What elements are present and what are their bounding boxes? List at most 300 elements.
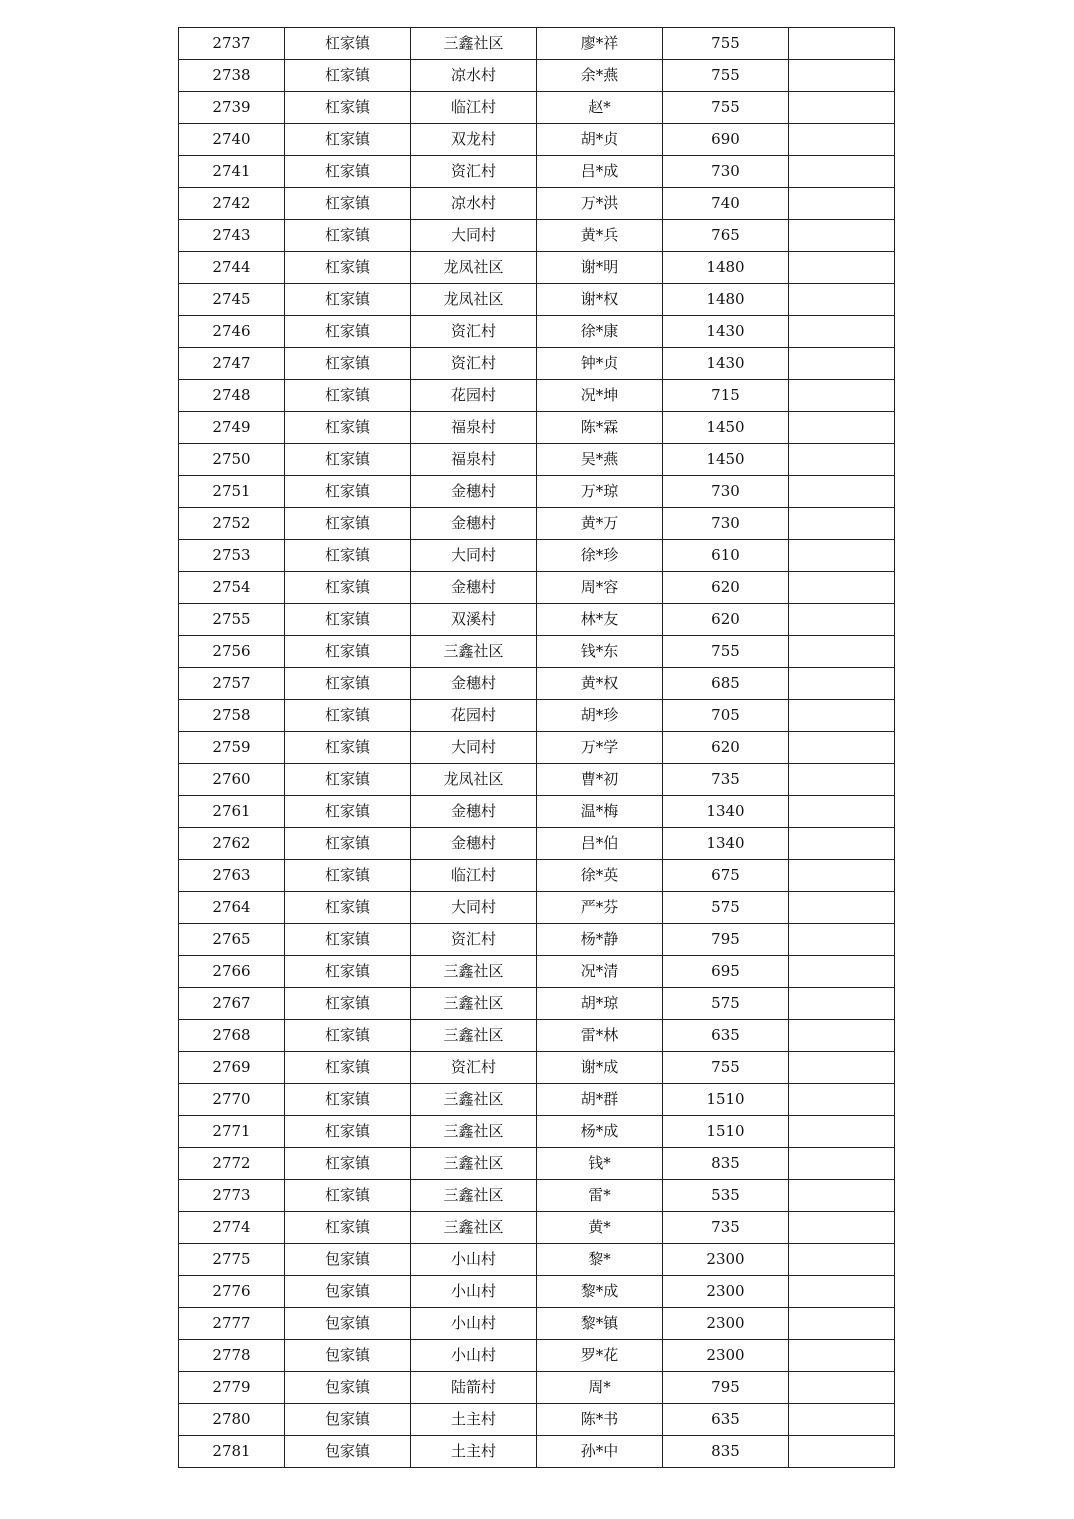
village-cell: 资汇村 bbox=[411, 156, 537, 188]
village-cell: 大同村 bbox=[411, 892, 537, 924]
remark-cell bbox=[789, 924, 895, 956]
remark-cell bbox=[789, 1436, 895, 1468]
table-row bbox=[179, 508, 895, 540]
name-cell: 黄* bbox=[537, 1212, 663, 1244]
table-row bbox=[179, 540, 895, 572]
amount-cell: 730 bbox=[663, 508, 789, 540]
village-cell: 小山村 bbox=[411, 1308, 537, 1340]
town-cell: 杠家镇 bbox=[285, 412, 411, 444]
town-cell: 杠家镇 bbox=[285, 1052, 411, 1084]
remark-cell bbox=[789, 284, 895, 316]
town-cell: 杠家镇 bbox=[285, 764, 411, 796]
name-cell: 罗*花 bbox=[537, 1340, 663, 1372]
name-cell: 胡*琼 bbox=[537, 988, 663, 1020]
name-cell: 谢*权 bbox=[537, 284, 663, 316]
village-cell: 双溪村 bbox=[411, 604, 537, 636]
town-cell: 杠家镇 bbox=[285, 476, 411, 508]
town-cell: 杠家镇 bbox=[285, 924, 411, 956]
village-cell: 龙凤社区 bbox=[411, 764, 537, 796]
village-cell: 资汇村 bbox=[411, 348, 537, 380]
name-cell: 谢*明 bbox=[537, 252, 663, 284]
row-number-cell: 2780 bbox=[179, 1404, 285, 1436]
village-cell: 凉水村 bbox=[411, 60, 537, 92]
town-cell: 杠家镇 bbox=[285, 956, 411, 988]
remark-cell bbox=[789, 1276, 895, 1308]
village-cell: 资汇村 bbox=[411, 1052, 537, 1084]
name-cell: 万*琼 bbox=[537, 476, 663, 508]
town-cell: 杠家镇 bbox=[285, 1212, 411, 1244]
village-cell: 土主村 bbox=[411, 1436, 537, 1468]
name-cell: 温*梅 bbox=[537, 796, 663, 828]
village-cell: 凉水村 bbox=[411, 188, 537, 220]
remark-cell bbox=[789, 1404, 895, 1436]
remark-cell bbox=[789, 700, 895, 732]
table-row bbox=[179, 188, 895, 220]
name-cell: 杨*成 bbox=[537, 1116, 663, 1148]
amount-cell: 2300 bbox=[663, 1244, 789, 1276]
village-cell: 双龙村 bbox=[411, 124, 537, 156]
village-cell: 金穗村 bbox=[411, 668, 537, 700]
village-cell: 三鑫社区 bbox=[411, 1084, 537, 1116]
remark-cell bbox=[789, 1340, 895, 1372]
row-number-cell: 2777 bbox=[179, 1308, 285, 1340]
town-cell: 杠家镇 bbox=[285, 252, 411, 284]
table-row bbox=[179, 828, 895, 860]
name-cell: 赵* bbox=[537, 92, 663, 124]
row-number-cell: 2738 bbox=[179, 60, 285, 92]
remark-cell bbox=[789, 668, 895, 700]
village-cell: 大同村 bbox=[411, 220, 537, 252]
name-cell: 钱*东 bbox=[537, 636, 663, 668]
amount-cell: 1480 bbox=[663, 252, 789, 284]
name-cell: 雷* bbox=[537, 1180, 663, 1212]
village-cell: 土主村 bbox=[411, 1404, 537, 1436]
table-row bbox=[179, 220, 895, 252]
table-row bbox=[179, 1148, 895, 1180]
table-row bbox=[179, 604, 895, 636]
amount-cell: 740 bbox=[663, 188, 789, 220]
amount-cell: 620 bbox=[663, 604, 789, 636]
table-row bbox=[179, 28, 895, 60]
village-cell: 三鑫社区 bbox=[411, 28, 537, 60]
table-row bbox=[179, 380, 895, 412]
town-cell: 杠家镇 bbox=[285, 796, 411, 828]
name-cell: 杨*静 bbox=[537, 924, 663, 956]
row-number-cell: 2754 bbox=[179, 572, 285, 604]
amount-cell: 690 bbox=[663, 124, 789, 156]
village-cell: 资汇村 bbox=[411, 316, 537, 348]
amount-cell: 535 bbox=[663, 1180, 789, 1212]
amount-cell: 2300 bbox=[663, 1340, 789, 1372]
remark-cell bbox=[789, 156, 895, 188]
table-row bbox=[179, 348, 895, 380]
table-row bbox=[179, 1020, 895, 1052]
remark-cell bbox=[789, 508, 895, 540]
table-row bbox=[179, 732, 895, 764]
village-cell: 三鑫社区 bbox=[411, 988, 537, 1020]
amount-cell: 735 bbox=[663, 764, 789, 796]
amount-cell: 1510 bbox=[663, 1116, 789, 1148]
table-row bbox=[179, 860, 895, 892]
row-number-cell: 2740 bbox=[179, 124, 285, 156]
table-row bbox=[179, 476, 895, 508]
town-cell: 包家镇 bbox=[285, 1244, 411, 1276]
table-row bbox=[179, 252, 895, 284]
row-number-cell: 2756 bbox=[179, 636, 285, 668]
town-cell: 杠家镇 bbox=[285, 28, 411, 60]
town-cell: 杠家镇 bbox=[285, 860, 411, 892]
town-cell: 杠家镇 bbox=[285, 348, 411, 380]
name-cell: 孙*中 bbox=[537, 1436, 663, 1468]
row-number-cell: 2746 bbox=[179, 316, 285, 348]
row-number-cell: 2744 bbox=[179, 252, 285, 284]
table-row bbox=[179, 796, 895, 828]
remark-cell bbox=[789, 988, 895, 1020]
table-row bbox=[179, 924, 895, 956]
row-number-cell: 2750 bbox=[179, 444, 285, 476]
row-number-cell: 2759 bbox=[179, 732, 285, 764]
village-cell: 三鑫社区 bbox=[411, 1148, 537, 1180]
amount-cell: 795 bbox=[663, 1372, 789, 1404]
amount-cell: 730 bbox=[663, 476, 789, 508]
row-number-cell: 2779 bbox=[179, 1372, 285, 1404]
table-row bbox=[179, 1276, 895, 1308]
amount-cell: 635 bbox=[663, 1020, 789, 1052]
table-row bbox=[179, 1212, 895, 1244]
amount-cell: 1340 bbox=[663, 828, 789, 860]
name-cell: 钟*贞 bbox=[537, 348, 663, 380]
town-cell: 杠家镇 bbox=[285, 316, 411, 348]
table-row bbox=[179, 1116, 895, 1148]
remark-cell bbox=[789, 252, 895, 284]
town-cell: 杠家镇 bbox=[285, 892, 411, 924]
row-number-cell: 2773 bbox=[179, 1180, 285, 1212]
remark-cell bbox=[789, 444, 895, 476]
town-cell: 包家镇 bbox=[285, 1404, 411, 1436]
remark-cell bbox=[789, 860, 895, 892]
row-number-cell: 2764 bbox=[179, 892, 285, 924]
town-cell: 杠家镇 bbox=[285, 124, 411, 156]
name-cell: 况*坤 bbox=[537, 380, 663, 412]
row-number-cell: 2752 bbox=[179, 508, 285, 540]
row-number-cell: 2769 bbox=[179, 1052, 285, 1084]
name-cell: 雷*林 bbox=[537, 1020, 663, 1052]
remark-cell bbox=[789, 540, 895, 572]
row-number-cell: 2771 bbox=[179, 1116, 285, 1148]
table-row bbox=[179, 1180, 895, 1212]
row-number-cell: 2766 bbox=[179, 956, 285, 988]
town-cell: 杠家镇 bbox=[285, 540, 411, 572]
village-cell: 花园村 bbox=[411, 380, 537, 412]
amount-cell: 755 bbox=[663, 636, 789, 668]
row-number-cell: 2778 bbox=[179, 1340, 285, 1372]
name-cell: 况*清 bbox=[537, 956, 663, 988]
row-number-cell: 2757 bbox=[179, 668, 285, 700]
town-cell: 杠家镇 bbox=[285, 732, 411, 764]
remark-cell bbox=[789, 764, 895, 796]
row-number-cell: 2755 bbox=[179, 604, 285, 636]
name-cell: 陈*书 bbox=[537, 1404, 663, 1436]
row-number-cell: 2775 bbox=[179, 1244, 285, 1276]
village-cell: 大同村 bbox=[411, 732, 537, 764]
amount-cell: 755 bbox=[663, 28, 789, 60]
amount-cell: 1510 bbox=[663, 1084, 789, 1116]
name-cell: 徐*康 bbox=[537, 316, 663, 348]
remark-cell bbox=[789, 892, 895, 924]
town-cell: 包家镇 bbox=[285, 1372, 411, 1404]
table-row bbox=[179, 1404, 895, 1436]
name-cell: 黄*兵 bbox=[537, 220, 663, 252]
village-cell: 三鑫社区 bbox=[411, 1116, 537, 1148]
name-cell: 严*芬 bbox=[537, 892, 663, 924]
remark-cell bbox=[789, 956, 895, 988]
row-number-cell: 2781 bbox=[179, 1436, 285, 1468]
name-cell: 吴*燕 bbox=[537, 444, 663, 476]
town-cell: 杠家镇 bbox=[285, 284, 411, 316]
row-number-cell: 2762 bbox=[179, 828, 285, 860]
town-cell: 杠家镇 bbox=[285, 636, 411, 668]
table-row bbox=[179, 60, 895, 92]
town-cell: 杠家镇 bbox=[285, 604, 411, 636]
town-cell: 包家镇 bbox=[285, 1340, 411, 1372]
village-cell: 资汇村 bbox=[411, 924, 537, 956]
remark-cell bbox=[789, 732, 895, 764]
village-cell: 临江村 bbox=[411, 860, 537, 892]
row-number-cell: 2748 bbox=[179, 380, 285, 412]
town-cell: 杠家镇 bbox=[285, 1116, 411, 1148]
row-number-cell: 2774 bbox=[179, 1212, 285, 1244]
town-cell: 杠家镇 bbox=[285, 60, 411, 92]
village-cell: 大同村 bbox=[411, 540, 537, 572]
name-cell: 黎* bbox=[537, 1244, 663, 1276]
village-cell: 三鑫社区 bbox=[411, 1212, 537, 1244]
village-cell: 临江村 bbox=[411, 92, 537, 124]
remark-cell bbox=[789, 1052, 895, 1084]
village-cell: 三鑫社区 bbox=[411, 636, 537, 668]
name-cell: 余*燕 bbox=[537, 60, 663, 92]
remark-cell bbox=[789, 380, 895, 412]
village-cell: 三鑫社区 bbox=[411, 956, 537, 988]
table-row bbox=[179, 156, 895, 188]
table-body bbox=[179, 28, 895, 1468]
amount-cell: 755 bbox=[663, 1052, 789, 1084]
amount-cell: 765 bbox=[663, 220, 789, 252]
name-cell: 钱* bbox=[537, 1148, 663, 1180]
village-cell: 小山村 bbox=[411, 1340, 537, 1372]
town-cell: 杠家镇 bbox=[285, 1020, 411, 1052]
table-row bbox=[179, 1308, 895, 1340]
village-cell: 小山村 bbox=[411, 1244, 537, 1276]
village-cell: 金穗村 bbox=[411, 508, 537, 540]
remark-cell bbox=[789, 1084, 895, 1116]
table-row bbox=[179, 572, 895, 604]
town-cell: 杠家镇 bbox=[285, 444, 411, 476]
table-row bbox=[179, 668, 895, 700]
remark-cell bbox=[789, 220, 895, 252]
amount-cell: 755 bbox=[663, 92, 789, 124]
town-cell: 杠家镇 bbox=[285, 188, 411, 220]
town-cell: 包家镇 bbox=[285, 1276, 411, 1308]
village-cell: 福泉村 bbox=[411, 444, 537, 476]
town-cell: 杠家镇 bbox=[285, 220, 411, 252]
remark-cell bbox=[789, 60, 895, 92]
town-cell: 杠家镇 bbox=[285, 700, 411, 732]
town-cell: 杠家镇 bbox=[285, 988, 411, 1020]
table-row bbox=[179, 1372, 895, 1404]
village-cell: 三鑫社区 bbox=[411, 1020, 537, 1052]
remark-cell bbox=[789, 124, 895, 156]
remark-cell bbox=[789, 1116, 895, 1148]
row-number-cell: 2749 bbox=[179, 412, 285, 444]
town-cell: 杠家镇 bbox=[285, 1180, 411, 1212]
row-number-cell: 2758 bbox=[179, 700, 285, 732]
town-cell: 包家镇 bbox=[285, 1308, 411, 1340]
row-number-cell: 2751 bbox=[179, 476, 285, 508]
row-number-cell: 2770 bbox=[179, 1084, 285, 1116]
name-cell: 周* bbox=[537, 1372, 663, 1404]
amount-cell: 1450 bbox=[663, 412, 789, 444]
table-row bbox=[179, 1052, 895, 1084]
remark-cell bbox=[789, 316, 895, 348]
row-number-cell: 2745 bbox=[179, 284, 285, 316]
town-cell: 杠家镇 bbox=[285, 572, 411, 604]
table-row bbox=[179, 316, 895, 348]
village-cell: 龙凤社区 bbox=[411, 252, 537, 284]
town-cell: 杠家镇 bbox=[285, 1084, 411, 1116]
table-row bbox=[179, 92, 895, 124]
remark-cell bbox=[789, 572, 895, 604]
row-number-cell: 2767 bbox=[179, 988, 285, 1020]
row-number-cell: 2739 bbox=[179, 92, 285, 124]
town-cell: 包家镇 bbox=[285, 1436, 411, 1468]
row-number-cell: 2765 bbox=[179, 924, 285, 956]
table-row bbox=[179, 764, 895, 796]
village-cell: 福泉村 bbox=[411, 412, 537, 444]
remark-cell bbox=[789, 1180, 895, 1212]
name-cell: 曹*初 bbox=[537, 764, 663, 796]
row-number-cell: 2741 bbox=[179, 156, 285, 188]
amount-cell: 635 bbox=[663, 1404, 789, 1436]
remark-cell bbox=[789, 636, 895, 668]
amount-cell: 620 bbox=[663, 572, 789, 604]
row-number-cell: 2743 bbox=[179, 220, 285, 252]
town-cell: 杠家镇 bbox=[285, 380, 411, 412]
name-cell: 吕*成 bbox=[537, 156, 663, 188]
village-cell: 金穗村 bbox=[411, 572, 537, 604]
remark-cell bbox=[789, 1148, 895, 1180]
table-row bbox=[179, 892, 895, 924]
row-number-cell: 2776 bbox=[179, 1276, 285, 1308]
table-row bbox=[179, 988, 895, 1020]
table-row bbox=[179, 1340, 895, 1372]
remark-cell bbox=[789, 412, 895, 444]
amount-cell: 1340 bbox=[663, 796, 789, 828]
remark-cell bbox=[789, 476, 895, 508]
name-cell: 黎*成 bbox=[537, 1276, 663, 1308]
village-cell: 陆箭村 bbox=[411, 1372, 537, 1404]
name-cell: 万*学 bbox=[537, 732, 663, 764]
name-cell: 黄*万 bbox=[537, 508, 663, 540]
remark-cell bbox=[789, 92, 895, 124]
name-cell: 林*友 bbox=[537, 604, 663, 636]
village-cell: 金穗村 bbox=[411, 828, 537, 860]
remark-cell bbox=[789, 188, 895, 220]
village-cell: 金穗村 bbox=[411, 476, 537, 508]
table-row bbox=[179, 700, 895, 732]
table-row bbox=[179, 636, 895, 668]
name-cell: 胡*群 bbox=[537, 1084, 663, 1116]
row-number-cell: 2753 bbox=[179, 540, 285, 572]
name-cell: 廖*祥 bbox=[537, 28, 663, 60]
name-cell: 徐*英 bbox=[537, 860, 663, 892]
row-number-cell: 2747 bbox=[179, 348, 285, 380]
amount-cell: 795 bbox=[663, 924, 789, 956]
remark-cell bbox=[789, 348, 895, 380]
name-cell: 谢*成 bbox=[537, 1052, 663, 1084]
name-cell: 陈*霖 bbox=[537, 412, 663, 444]
row-number-cell: 2742 bbox=[179, 188, 285, 220]
amount-cell: 705 bbox=[663, 700, 789, 732]
village-cell: 三鑫社区 bbox=[411, 1180, 537, 1212]
remark-cell bbox=[789, 1212, 895, 1244]
amount-cell: 575 bbox=[663, 892, 789, 924]
table-row bbox=[179, 1084, 895, 1116]
amount-cell: 575 bbox=[663, 988, 789, 1020]
town-cell: 杠家镇 bbox=[285, 156, 411, 188]
amount-cell: 1480 bbox=[663, 284, 789, 316]
row-number-cell: 2763 bbox=[179, 860, 285, 892]
name-cell: 黄*权 bbox=[537, 668, 663, 700]
village-cell: 金穗村 bbox=[411, 796, 537, 828]
amount-cell: 835 bbox=[663, 1436, 789, 1468]
table-row bbox=[179, 956, 895, 988]
town-cell: 杠家镇 bbox=[285, 508, 411, 540]
amount-cell: 695 bbox=[663, 956, 789, 988]
name-cell: 胡*贞 bbox=[537, 124, 663, 156]
amount-cell: 610 bbox=[663, 540, 789, 572]
remark-cell bbox=[789, 604, 895, 636]
amount-cell: 730 bbox=[663, 156, 789, 188]
remark-cell bbox=[789, 1244, 895, 1276]
amount-cell: 1450 bbox=[663, 444, 789, 476]
amount-cell: 2300 bbox=[663, 1276, 789, 1308]
name-cell: 吕*伯 bbox=[537, 828, 663, 860]
amount-cell: 715 bbox=[663, 380, 789, 412]
amount-cell: 755 bbox=[663, 60, 789, 92]
remark-cell bbox=[789, 828, 895, 860]
amount-cell: 685 bbox=[663, 668, 789, 700]
name-cell: 周*容 bbox=[537, 572, 663, 604]
town-cell: 杠家镇 bbox=[285, 1148, 411, 1180]
amount-cell: 2300 bbox=[663, 1308, 789, 1340]
table-row bbox=[179, 412, 895, 444]
amount-cell: 1430 bbox=[663, 316, 789, 348]
amount-cell: 835 bbox=[663, 1148, 789, 1180]
amount-cell: 1430 bbox=[663, 348, 789, 380]
row-number-cell: 2737 bbox=[179, 28, 285, 60]
remark-cell bbox=[789, 1308, 895, 1340]
table-row bbox=[179, 284, 895, 316]
town-cell: 杠家镇 bbox=[285, 92, 411, 124]
table-row bbox=[179, 1244, 895, 1276]
village-cell: 小山村 bbox=[411, 1276, 537, 1308]
name-cell: 黎*镇 bbox=[537, 1308, 663, 1340]
table-row bbox=[179, 444, 895, 476]
town-cell: 杠家镇 bbox=[285, 828, 411, 860]
remark-cell bbox=[789, 28, 895, 60]
table-row bbox=[179, 124, 895, 156]
amount-cell: 620 bbox=[663, 732, 789, 764]
